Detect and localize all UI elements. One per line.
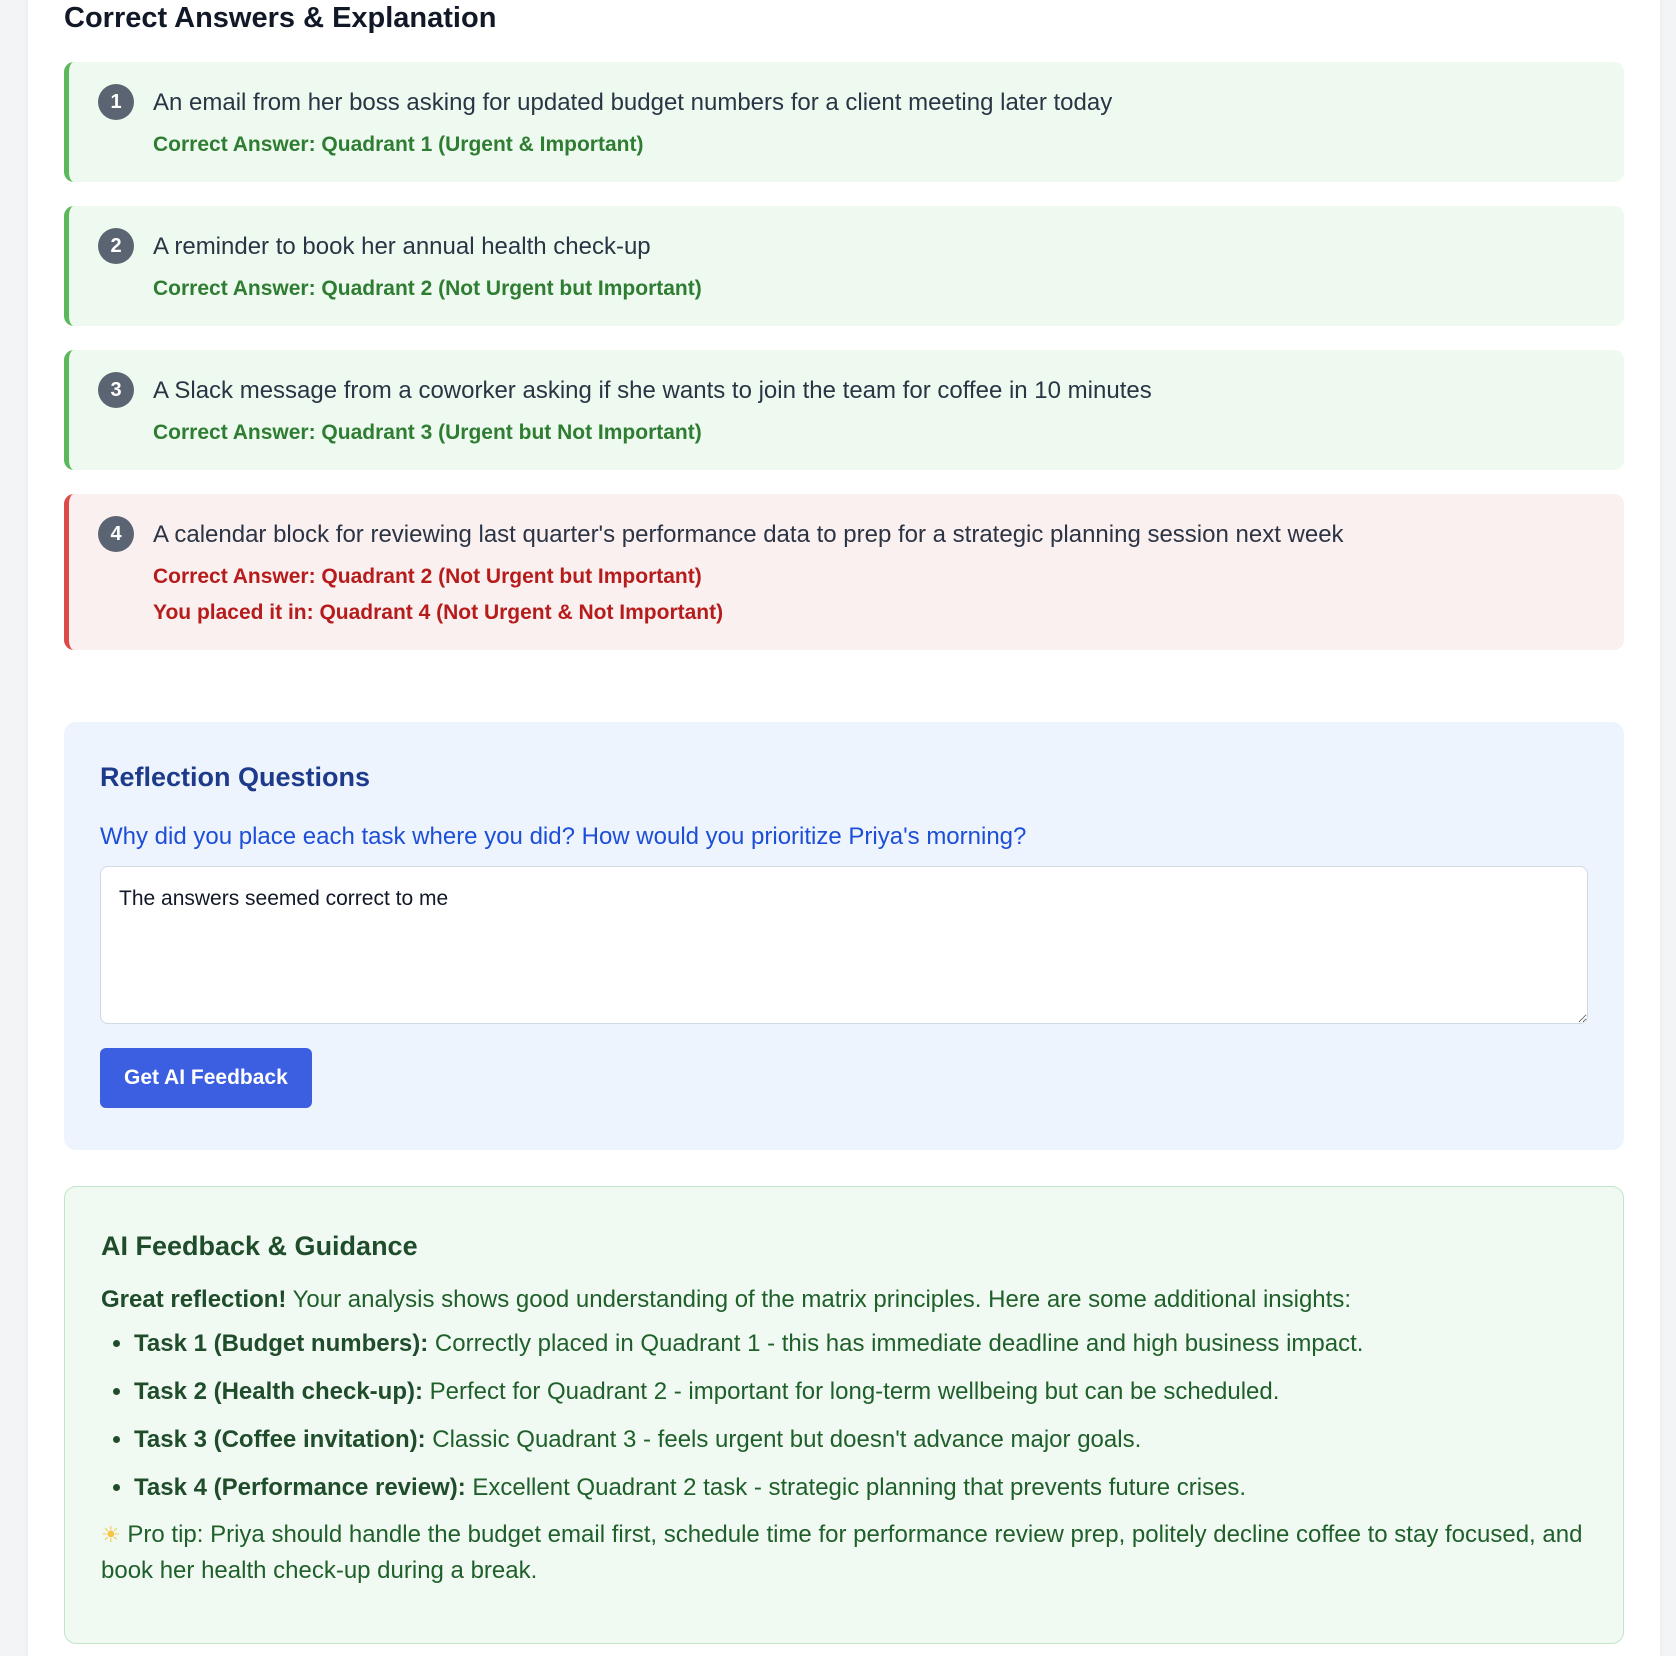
reflection-title: Reflection Questions <box>100 762 371 792</box>
feedback-item <box>134 1425 1587 1455</box>
correct-answer: Correct Answer: Quadrant 3 (Urgent but Not Important) <box>153 421 702 444</box>
get-ai-feedback-button[interactable]: Get AI Feedback <box>100 1048 312 1108</box>
correct-answer: Correct Answer: Quadrant 2 (Not Urgent but Important) <box>153 565 702 588</box>
placed-answer: You placed it in: Quadrant 4 (Not Urgent & Not Important) <box>153 601 724 624</box>
correct-answer: Correct Answer: Quadrant 1 (Urgent & Important) <box>153 133 644 156</box>
task-text: A calendar block for reviewing last quarter's performance data to prep for a strategic planning session next week <box>153 521 1344 548</box>
feedback-item-text: Perfect for Quadrant 2 - important for long-term wellbeing but can be scheduled. <box>422 1378 1280 1405</box>
reflection-textarea[interactable] <box>100 866 1588 1024</box>
feedback-item-text: Excellent Quadrant 2 task - strategic planning that prevents future crises. <box>465 1474 1247 1501</box>
feedback-item-label: Task 3 (Coffee invitation): <box>134 1426 426 1453</box>
intro-bold: Great reflection! <box>101 1286 287 1313</box>
number-badge: 2 <box>98 228 134 264</box>
answer-card <box>64 350 1624 470</box>
feedback-list <box>101 1329 1587 1503</box>
task-text: A Slack message from a coworker asking if she wants to join the team for coffee in 10 minutes <box>153 377 1152 404</box>
page <box>28 0 1660 1656</box>
answer-card-wrong <box>64 494 1624 650</box>
feedback-item-text: Correctly placed in Quadrant 1 - this has immediate deadline and high business impact. <box>428 1330 1364 1357</box>
feedback-item-label: Task 2 (Health check-up): <box>134 1378 423 1405</box>
pro-tip-text: Pro tip: Priya should handle the budget email first, schedule time for performance review prep, politely decline coffee to stay focused, and book her health check-up during a break. <box>101 1521 1583 1584</box>
feedback-item-label: Task 4 (Performance review): <box>134 1474 466 1501</box>
feedback-item-label: Task 1 (Budget numbers): <box>134 1330 429 1357</box>
task-text: A reminder to book her annual health check-up <box>153 233 651 260</box>
feedback-item <box>134 1473 1587 1503</box>
intro-text: Your analysis shows good understanding of the matrix principles. Here are some additional insights: <box>286 1286 1351 1313</box>
lightbulb-icon: ☀ <box>101 1522 121 1547</box>
feedback-item <box>134 1377 1587 1407</box>
answer-card <box>64 206 1624 326</box>
feedback-title: AI Feedback & Guidance <box>101 1231 418 1261</box>
section-title: Correct Answers & Explanation <box>64 2 497 34</box>
number-badge: 3 <box>98 372 134 408</box>
answers-list <box>64 62 1624 674</box>
reflection-panel <box>64 722 1624 1150</box>
task-text: An email from her boss asking for updated budget numbers for a client meeting later today <box>153 89 1113 116</box>
ai-feedback-panel <box>64 1186 1624 1644</box>
reflection-question: Why did you place each task where you did? How would you prioritize Priya's morning? <box>100 823 1027 850</box>
feedback-item <box>134 1329 1587 1359</box>
feedback-intro <box>101 1285 1587 1315</box>
correct-answer: Correct Answer: Quadrant 2 (Not Urgent but Important) <box>153 277 702 300</box>
feedback-item-text: Classic Quadrant 3 - feels urgent but doesn't advance major goals. <box>425 1426 1142 1453</box>
number-badge: 4 <box>98 516 134 552</box>
pro-tip <box>101 1517 1587 1589</box>
number-badge: 1 <box>98 84 134 120</box>
answer-card <box>64 62 1624 182</box>
